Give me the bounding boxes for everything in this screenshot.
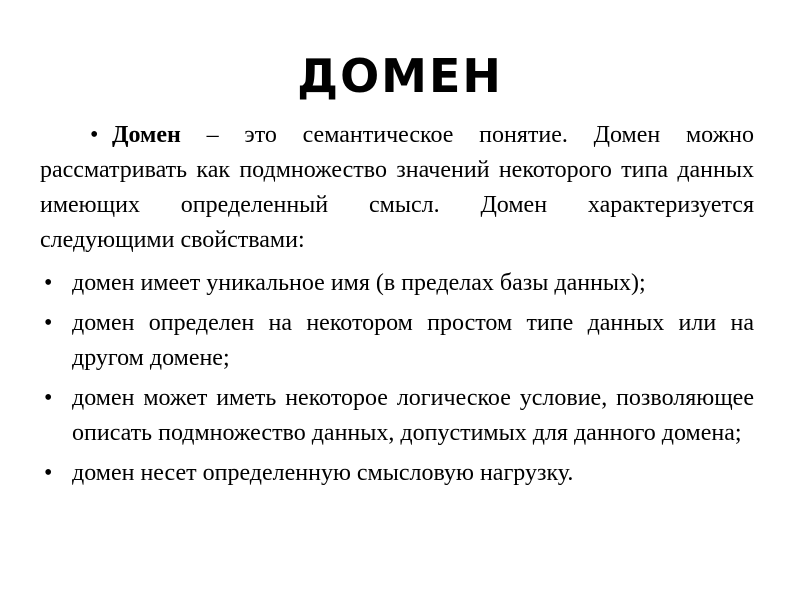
bullet-icon: • [44,385,53,411]
slide-title: ДОМЕН [297,49,503,103]
bullet-icon: • [44,310,53,336]
list-item-text: домен может иметь некоторое логическое условие, позволяющее описать подмножество данных, допустимых для данного домена; [72,385,754,446]
list-item [40,456,754,491]
intro-paragraph [40,118,754,258]
slide-content [40,118,754,496]
bullet-icon: • [90,122,99,148]
list-item [40,306,754,376]
bullet-icon: • [44,460,53,486]
list-item-text: домен несет определенную смысловую нагрузку. [72,460,574,486]
list-item-text: домен имеет уникальное имя (в пределах базы данных); [72,270,646,296]
list-item [40,381,754,451]
list-item-text: домен определен на некотором простом типе данных или на другом домене; [72,310,754,371]
intro-term: Домен [112,122,181,148]
bullet-icon: • [44,270,53,296]
intro-definition: – это семантическое понятие. Домен можно рассматривать как подмножество значений некоторого типа данных имеющих определенный смысл. Домен характеризуется следующими свойствами: [40,122,754,253]
list-item [40,266,754,301]
intro-text [40,118,754,258]
